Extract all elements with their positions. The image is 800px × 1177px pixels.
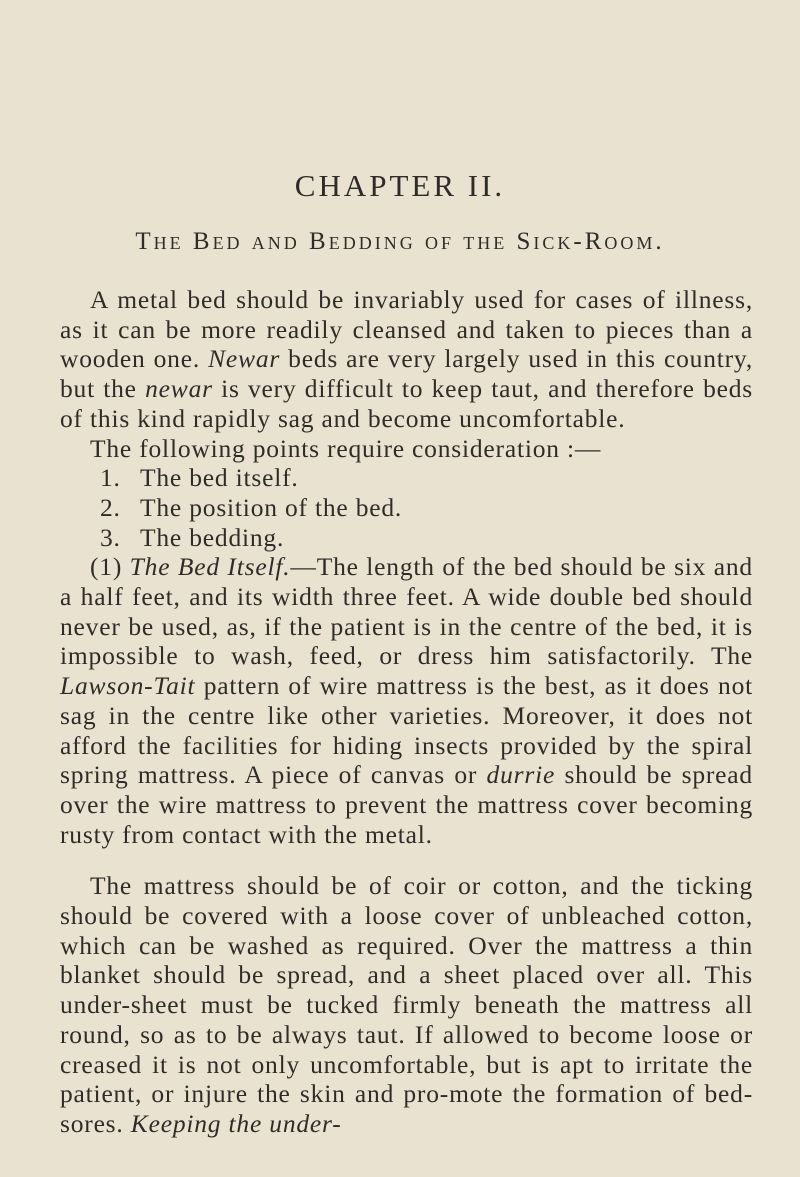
paragraph-points-intro: The following points require consideration :— (90, 433, 602, 463)
list-item: 2. The position of the bed. (100, 492, 403, 522)
list-item: 1. The bed itself. (100, 463, 299, 493)
paragraph-bed-itself: (1) The Bed Itself.—The length of the bed should be six and a half feet, and its width three feet. A wide double bed should never be used, as, if the patient is in the centre of the bed, it is impossible to wash, feed, or dress him satisfactorily. The Lawson-Tait pattern of wire mattress is the best, as it does not sag in the centre like other varieties. Moreover, it does not afford the facilities for hiding insects provided by the spiral spring mattress. A piece of canvas or durrie should be spread over the wire mattress to prevent the mattress cover becoming rusty from contact with the metal. (60, 552, 753, 849)
chapter-subtitle: The Bed and Bedding of the Sick-Room. (135, 228, 665, 255)
paragraph-mattress: The mattress should be of coir or cotton, and the ticking should be covered with a loose cover of unbleached cotton, which can be washed as required. Over the mattress a thin blanket should be spread, and a sheet placed over all. This under-sheet must be tucked firmly beneath the mattress all round, so as to be always taut. If allowed to become loose or creased it is not only uncomfortable, but is apt to irritate the patient, or injure the skin and pro-mote the formation of bed-sores. Keeping the under- (60, 871, 753, 1138)
points-list (60, 463, 753, 552)
page-body (60, 285, 753, 1139)
paragraph-metal-bed: A metal bed should be invariably used for cases of illness, as it can be more readily cleansed and taken to pieces than a wooden one. Newar beds are very largely used in this country, but the newar is very difficult to keep taut, and therefore beds of this kind rapidly sag and become uncomfortable. (60, 285, 754, 433)
paragraph-gap (60, 849, 753, 871)
chapter-heading: CHAPTER II. (294, 168, 506, 203)
list-item: 3. The bedding. (100, 522, 285, 552)
